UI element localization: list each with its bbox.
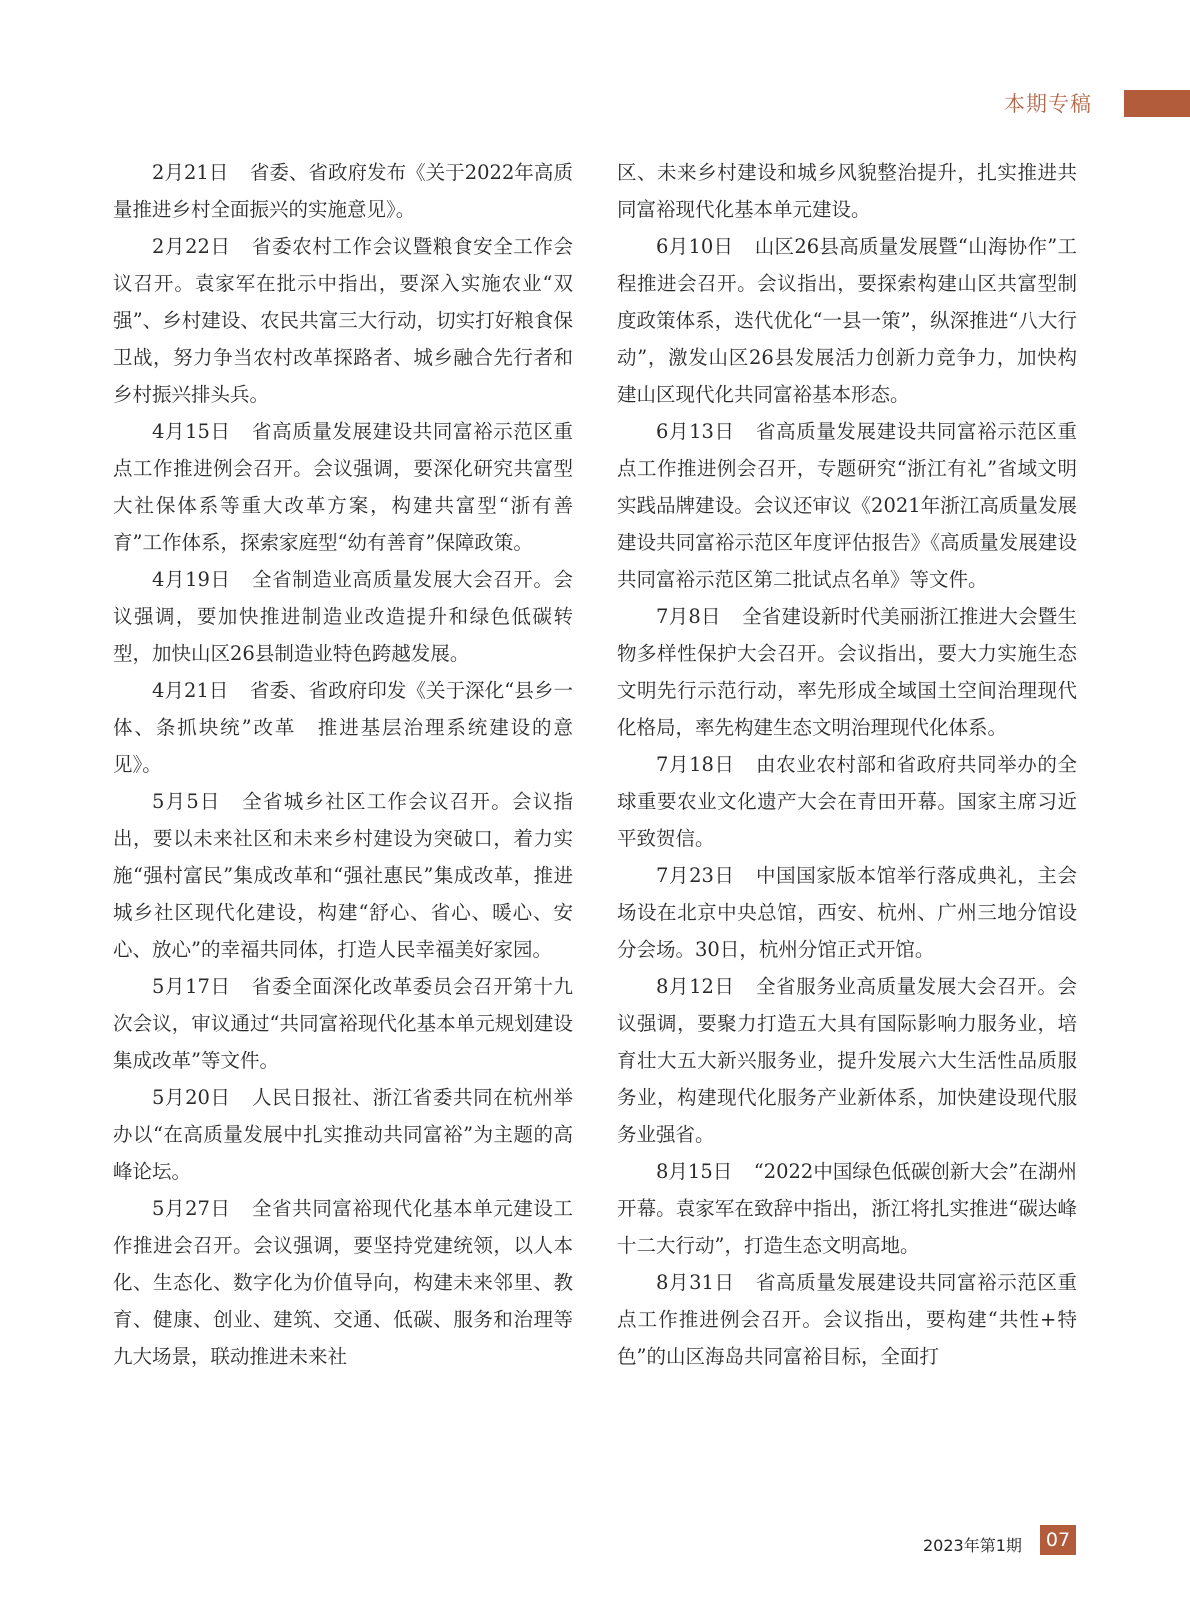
entry-date: 8月12日: [656, 975, 735, 998]
chronicle-entry: [617, 968, 1077, 1153]
entry-text: 省高质量发展建设共同富裕示范区重点工作推进例会召开，专题研究“浙江有礼”省域文明实践品牌建设。会议还审议《2021年浙江高质量发展建设共同富裕示范区年度评估报告》《高质量发展建设共同富裕示范区第二批试点名单》等文件。: [617, 420, 1077, 591]
chronicle-entry: [113, 413, 573, 561]
entry-date: 4月15日: [152, 420, 231, 443]
chronicle-entry: [617, 228, 1077, 413]
entry-date: 4月21日: [152, 679, 229, 702]
entry-date: 2月22日: [152, 235, 231, 258]
entry-text: 中国国家版本馆举行落成典礼，主会场设在北京中央总馆，西安、杭州、广州三地分馆设分会场。30日，杭州分馆正式开馆。: [617, 864, 1077, 961]
chronicle-entry: [617, 413, 1077, 598]
chronicle-entry: [113, 1079, 573, 1190]
entry-text: 全省建设新时代美丽浙江推进大会暨生物多样性保护大会召开。会议指出，要大力实施生态文明先行示范行动，率先形成全域国土空间治理现代化格局，率先构建生态文明治理现代化体系。: [617, 605, 1077, 739]
entry-date: 6月10日: [656, 235, 734, 258]
entry-date: 7月18日: [656, 753, 735, 776]
chronicle-entry: [113, 561, 573, 672]
entry-date: 8月31日: [656, 1271, 735, 1294]
entry-date: 5月5日: [152, 790, 221, 813]
entry-date: 5月20日: [152, 1086, 231, 1109]
chronicle-entry: [113, 968, 573, 1079]
entry-date: 7月8日: [656, 605, 721, 628]
entry-text: “2022中国绿色低碳创新大会”在湖州开幕。袁家军在致辞中指出，浙江将扎实推进“碳达峰十二大行动”，打造生态文明高地。: [617, 1160, 1077, 1257]
chronicle-entry: [617, 857, 1077, 968]
entry-text: 省委全面深化改革委员会召开第十九次会议，审议通过“共同富裕现代化基本单元规划建设集成改革”等文件。: [113, 975, 573, 1072]
chronicle-entry: [113, 672, 573, 783]
page-number: 07: [1040, 1525, 1076, 1555]
chronicle-continuation: 区、未来乡村建设和城乡风貌整治提升，扎实推进共同富裕现代化基本单元建设。: [617, 161, 1077, 221]
entry-text: 省委农村工作会议暨粮食安全工作会议召开。袁家军在批示中指出，要深入实施农业“双强”、乡村建设、农民共富三大行动，切实打好粮食保卫战，努力争当农村改革探路者、城乡融合先行者和乡村振兴排头兵。: [113, 235, 573, 406]
entry-text: 全省共同富裕现代化基本单元建设工作推进会召开。会议强调，要坚持党建统领，以人本化、生态化、数字化为价值导向，构建未来邻里、教育、健康、创业、建筑、交通、低碳、服务和治理等九大场景，联动推进未来社: [113, 1197, 573, 1368]
chronicle-entry: [113, 783, 573, 968]
chronicle-entry: [113, 154, 573, 228]
entry-date: 6月13日: [656, 420, 735, 443]
entry-date: 5月27日: [152, 1197, 231, 1220]
issue-label: 2023年第1期: [923, 1536, 1022, 1555]
right-column: [617, 154, 1077, 1375]
entry-date: 2月21日: [152, 161, 229, 184]
entry-text: 省高质量发展建设共同富裕示范区重点工作推进例会召开。会议指出，要构建“共性+特色”的山区海岛共同富裕目标，全面打: [617, 1271, 1077, 1368]
left-column: [113, 154, 573, 1375]
entry-text: 全省服务业高质量发展大会召开。会议强调，要聚力打造五大具有国际影响力服务业，培育壮大五大新兴服务业，提升发展六大生活性品质服务业，构建现代化服务产业新体系，加快建设现代服务业强省。: [617, 975, 1077, 1146]
entry-text: 由农业农村部和省政府共同举办的全球重要农业文化遗产大会在青田开幕。国家主席习近平致贺信。: [617, 753, 1077, 850]
chronicle-entry: [113, 228, 573, 413]
entry-text: 省委、省政府印发《关于深化“县乡一体、条抓块统”改革 推进基层治理系统建设的意见》。: [113, 679, 573, 776]
chronicle-entry: [617, 1264, 1077, 1375]
chronicle-entry: [617, 746, 1077, 857]
entry-date: 5月17日: [152, 975, 231, 998]
entry-text: 全省城乡社区工作会议召开。会议指出，要以未来社区和未来乡村建设为突破口，着力实施“强村富民”集成改革和“强社惠民”集成改革，推进城乡社区现代化建设，构建“舒心、省心、暖心、安心、放心”的幸福共同体，打造人民幸福美好家园。: [113, 790, 573, 961]
entry-text: 山区26县高质量发展暨“山海协作”工程推进会召开。会议指出，要探索构建山区共富型制度政策体系，迭代优化“一县一策”，纵深推进“八大行动”，激发山区26县发展活力创新力竞争力，加快构建山区现代化共同富裕基本形态。: [617, 235, 1077, 406]
entry-date: 8月15日: [656, 1160, 733, 1183]
chronicle-entry: [113, 1190, 573, 1375]
section-label: 本期专稿: [1004, 92, 1092, 116]
chronicle-entry: [617, 598, 1077, 746]
entry-text: 全省制造业高质量发展大会召开。会议强调，要加快推进制造业改造提升和绿色低碳转型，加快山区26县制造业特色跨越发展。: [113, 568, 573, 665]
chronicle-entry: [617, 1153, 1077, 1264]
entry-date: 4月19日: [152, 568, 231, 591]
entry-text: 省委、省政府发布《关于2022年高质量推进乡村全面振兴的实施意见》。: [113, 161, 573, 221]
section-bar: [1124, 90, 1190, 117]
entry-date: 7月23日: [656, 864, 735, 887]
entry-text: 省高质量发展建设共同富裕示范区重点工作推进例会召开。会议强调，要深化研究共富型大社保体系等重大改革方案，构建共富型“浙有善育”工作体系，探索家庭型“幼有善育”保障政策。: [113, 420, 573, 554]
entry-text: 人民日报社、浙江省委共同在杭州举办以“在高质量发展中扎实推动共同富裕”为主题的高峰论坛。: [113, 1086, 573, 1183]
